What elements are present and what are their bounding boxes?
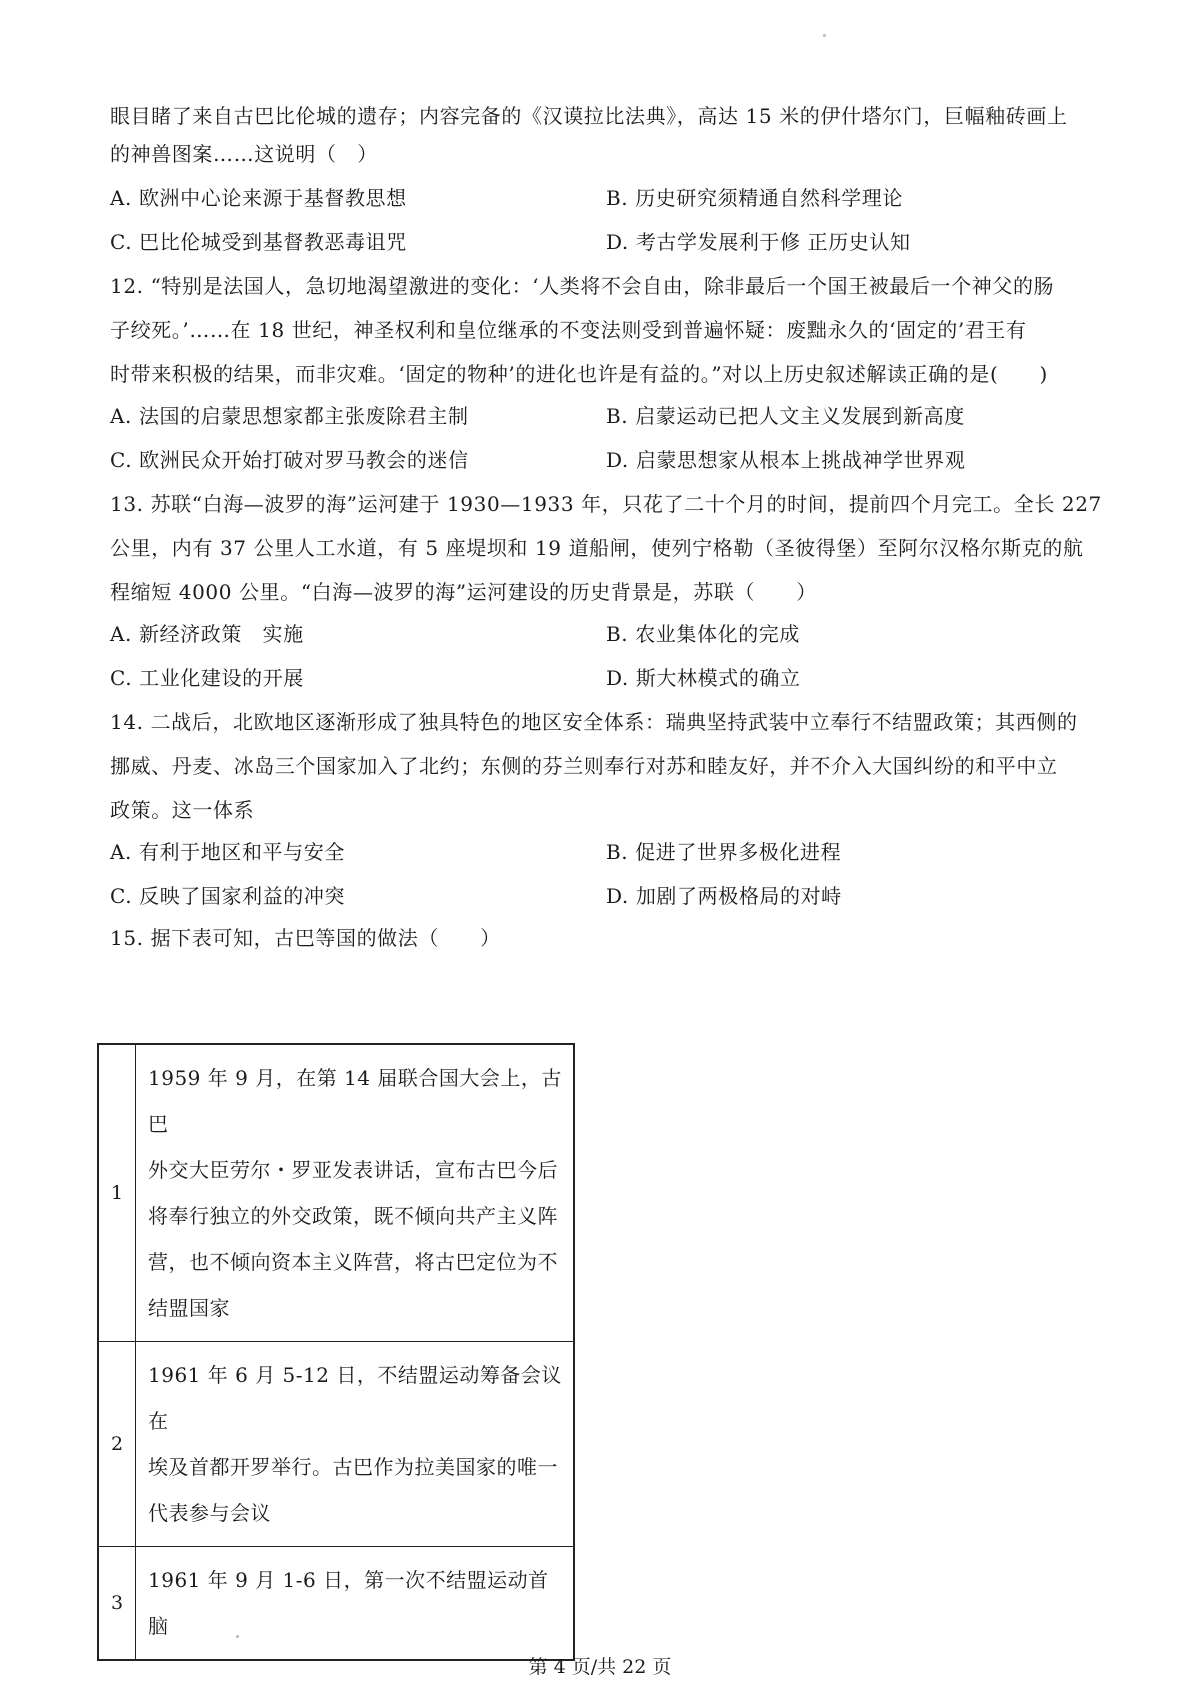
row-text-line: 1959 年 9 月，在第 14 届联合国大会上，古巴 [148,1066,562,1136]
q14-option-a[interactable]: A. 有利于地区和平与安全 [110,840,345,864]
row-text-line: 外交大臣劳尔・罗亚发表讲话，宣布古巴今后 [148,1158,558,1182]
q14-stem-line-3: 政策。这一体系 [110,798,255,822]
row-text [136,1547,575,1661]
row-text [136,1342,575,1547]
q13-option-a[interactable]: A. 新经济政策 实施 [110,622,304,646]
q15-table [97,1043,575,1661]
row-number: 1 [98,1044,136,1342]
q11-option-d[interactable]: D. 考古学发展利于修 正历史认知 [606,230,911,254]
row-text-line: 1961 年 6 月 5-12 日，不结盟运动筹备会议在 [148,1363,562,1433]
scan-speck [823,34,826,37]
q12-option-d[interactable]: D. 启蒙思想家从根本上挑战神学世界观 [606,448,966,472]
row-number: 2 [98,1342,136,1547]
row-text [136,1044,575,1342]
q11-stem-line-1: 眼目睹了来自古巴比伦城的遗存；内容完备的《汉谟拉比法典》，高达 15 米的伊什塔尔门，巨幅釉砖画上 [110,104,1068,128]
q14-stem-line-2: 挪威、丹麦、冰岛三个国家加入了北约；东侧的芬兰则奉行对苏和睦友好，并不介入大国纠纷的和平中立 [110,754,1058,778]
q11-option-c[interactable]: C. 巴比伦城受到基督教恶毒诅咒 [110,230,407,254]
q15-stem: 15. 据下表可知，古巴等国的做法（ ） [110,926,501,950]
table-row [98,1547,574,1661]
page-footer: 第 4 页/共 22 页 [528,1656,672,1678]
scan-speck [236,1635,239,1638]
q11-option-b[interactable]: B. 历史研究须精通自然科学理论 [606,186,904,210]
row-text-line: 代表参与会议 [148,1501,271,1525]
table-row [98,1342,574,1547]
row-text-line: 营，也不倾向资本主义阵营，将古巴定位为不 [148,1250,558,1274]
row-number: 3 [98,1547,136,1661]
q13-option-d[interactable]: D. 斯大林模式的确立 [606,666,801,690]
q13-option-b[interactable]: B. 农业集体化的完成 [606,622,801,646]
q13-stem-line-2: 公里，内有 37 公里人工水道，有 5 座堤坝和 19 道船闸，使列宁格勒（圣彼得堡）至阿尔汉格尔斯克的航 [110,536,1084,560]
row-text-line: 将奉行独立的外交政策，既不倾向共产主义阵 [148,1204,558,1228]
q12-option-b[interactable]: B. 启蒙运动已把人文主义发展到新高度 [606,404,965,428]
q12-stem-line-3: 时带来积极的结果，而非灾难。‘固定的物种’的进化也许是有益的。”对以上历史叙述解读正确的是( ) [110,362,1048,386]
q11-stem-line-2: 的神兽图案……这说明（ ） [110,142,378,166]
q12-stem-line-1: 12. “特别是法国人，急切地渴望激进的变化：‘人类将不会自由，除非最后一个国王被最后一个神父的肠 [110,274,1055,298]
table-row [98,1044,574,1342]
q14-stem-line-1: 14. 二战后，北欧地区逐渐形成了独具特色的地区安全体系：瑞典坚持武装中立奉行不结盟政策；其西侧的 [110,710,1078,734]
q12-stem-line-2: 子绞死。’……在 18 世纪，神圣权利和皇位继承的不变法则受到普遍怀疑：废黜永久的‘固定的’君王有 [110,318,1027,342]
q13-stem-line-1: 13. 苏联“白海—波罗的海”运河建于 1930—1933 年，只花了二十个月的时间，提前四个月完工。全长 227 [110,492,1102,516]
q14-option-b[interactable]: B. 促进了世界多极化进程 [606,840,842,864]
q13-stem-line-3: 程缩短 4000 公里。“白海—波罗的海”运河建设的历史背景是，苏联（ ） [110,580,817,604]
row-text-line: 1961 年 9 月 1-6 日，第一次不结盟运动首脑 [148,1568,549,1638]
q12-option-a[interactable]: A. 法国的启蒙思想家都主张废除君主制 [110,404,469,428]
q14-option-c[interactable]: C. 反映了国家利益的冲突 [110,884,346,908]
q13-option-c[interactable]: C. 工业化建设的开展 [110,666,304,690]
row-text-line: 结盟国家 [148,1296,230,1320]
q14-option-d[interactable]: D. 加剧了两极格局的对峙 [606,884,842,908]
row-text-line: 埃及首都开罗举行。古巴作为拉美国家的唯一 [148,1455,558,1479]
q12-option-c[interactable]: C. 欧洲民众开始打破对罗马教会的迷信 [110,448,469,472]
q11-option-a[interactable]: A. 欧洲中心论来源于基督教思想 [110,186,407,210]
